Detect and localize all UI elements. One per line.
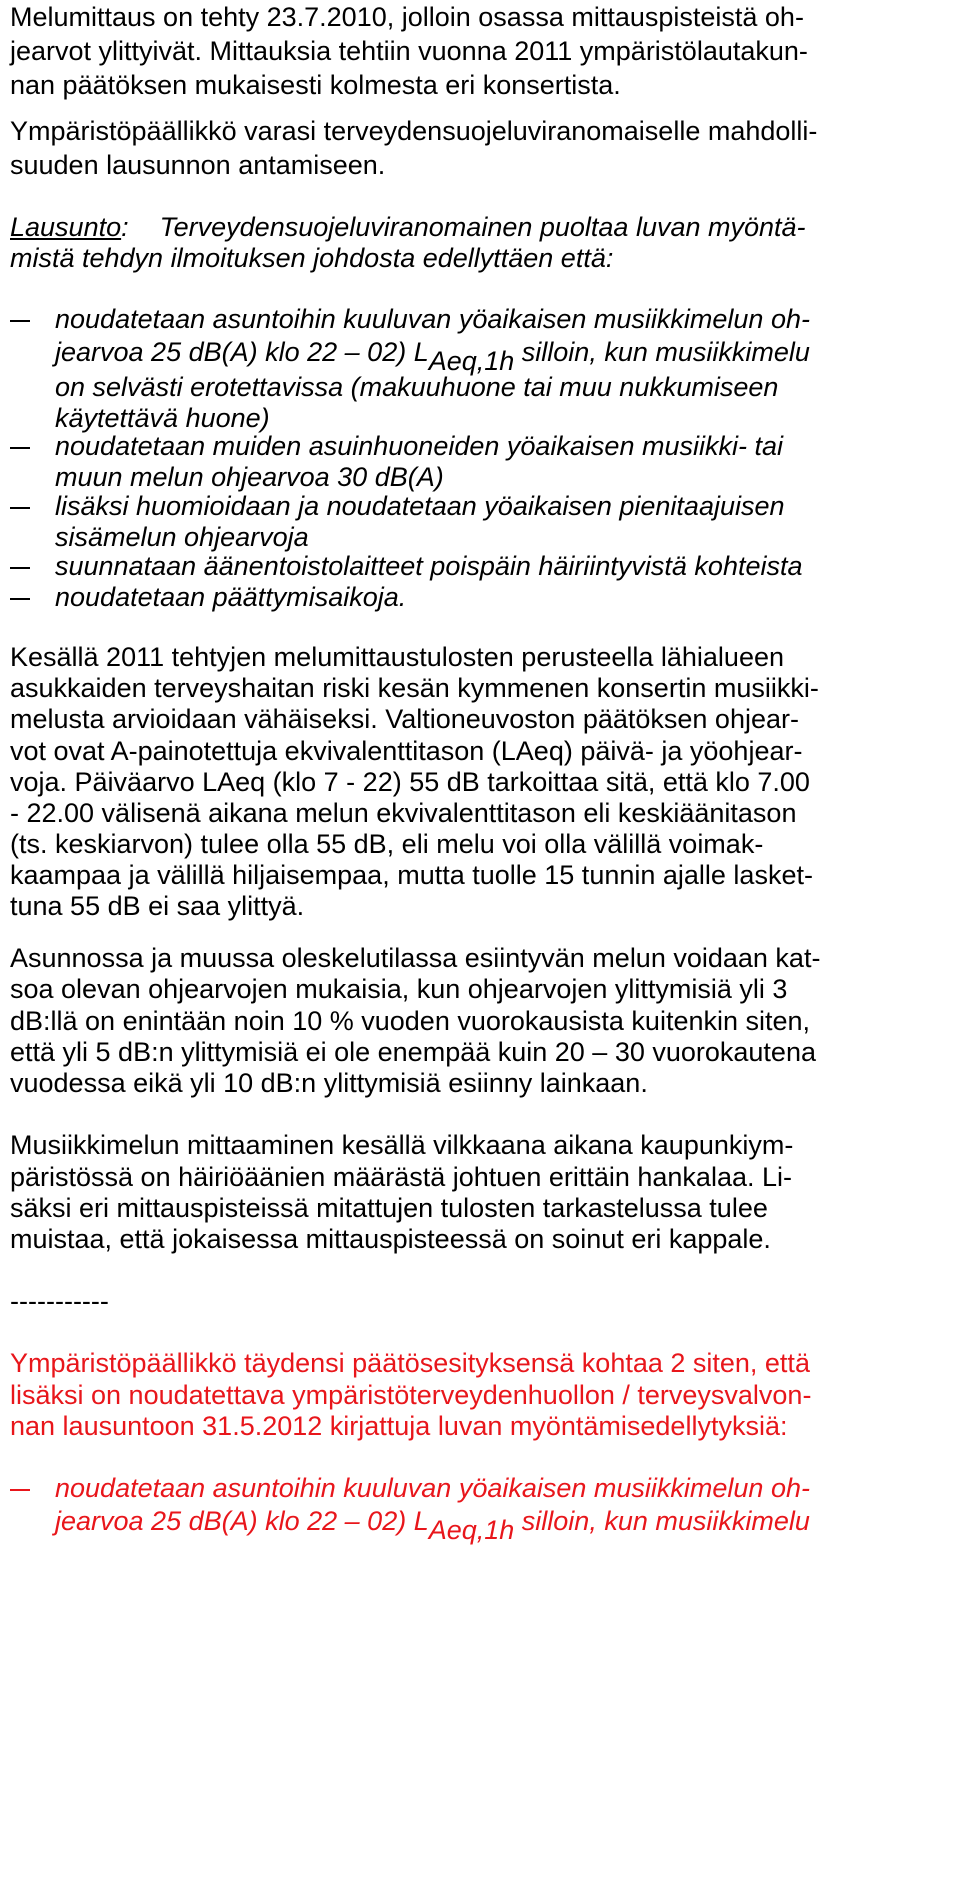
- list-item-line: muun melun ohjearvoa 30 dB(A): [55, 462, 444, 492]
- amendment-line: nan lausuntoon 31.5.2012 kirjattuja luvan myöntämisedellytyksiä:: [10, 1411, 788, 1441]
- amendment-list-line: noudatetaan asuntoihin kuuluvan yöaikaisen musiikkimelun oh-: [55, 1473, 810, 1503]
- list-dash-icon: [10, 598, 30, 600]
- lausunto-label: Lausunto: [10, 212, 122, 242]
- paragraph-line: säksi eri mittauspisteissä mitattujen tulosten tarkastelussa tulee: [10, 1193, 768, 1223]
- paragraph-line: Asunnossa ja muussa oleskelutilassa esiintyvän melun voidaan kat-: [10, 943, 821, 973]
- paragraph-line: tuna 55 dB ei saa ylittyä.: [10, 891, 305, 921]
- paragraph-line: Kesällä 2011 tehtyjen melumittaustulosten perusteella lähialueen: [10, 642, 784, 672]
- list-dash-icon: [10, 1489, 30, 1491]
- paragraph-line: Musiikkimelun mittaaminen kesällä vilkkaana aikana kaupunkiym-: [10, 1130, 794, 1160]
- lausunto-colon: :: [121, 212, 129, 242]
- list-item-line: noudatetaan päättymisaikoja.: [55, 582, 407, 612]
- amendment-line: lisäksi on noudatettava ympäristöterveydenhuollon / terveysvalvon-: [10, 1380, 812, 1410]
- paragraph-line: päristössä on häiriöäänien määrästä johtuen erittäin hankalaa. Li-: [10, 1162, 792, 1192]
- paragraph-line: suuden lausunnon antamiseen.: [10, 150, 386, 180]
- list-item-line: sisämelun ohjearvoja: [55, 522, 309, 552]
- paragraph-line: että yli 5 dB:n ylittymisiä ei ole enempää kuin 20 – 30 vuorokautena: [10, 1037, 816, 1067]
- list-item-line: noudatetaan asuntoihin kuuluvan yöaikaisen musiikkimelun oh-: [55, 304, 810, 334]
- paragraph-line: vot ovat A-painotettuja ekvivalenttitason (LAeq) päivä- ja yöohjear-: [10, 736, 803, 766]
- subscript-text: Aeq,1h: [428, 346, 515, 376]
- paragraph-line: kaampaa ja välillä hiljaisempaa, mutta tuolle 15 tunnin ajalle lasket-: [10, 860, 813, 890]
- paragraph-line: (ts. keskiarvon) tulee olla 55 dB, eli melu voi olla välillä voimak-: [10, 829, 764, 859]
- list-dash-icon: [10, 507, 30, 509]
- item-text: jearvoa 25 dB(A) klo 22 – 02) L: [55, 1506, 429, 1536]
- paragraph-line: nan päätöksen mukaisesti kolmesta eri konsertista.: [10, 70, 621, 100]
- list-item-line: noudatetaan muiden asuinhuoneiden yöaikaisen musiikki- tai: [55, 431, 783, 461]
- paragraph-line: Ympäristöpäällikkö varasi terveydensuojeluviranomaiselle mahdolli-: [10, 116, 818, 146]
- list-item-line: [55, 335, 810, 376]
- item-text: silloin, kun musiikkimelu: [514, 1506, 810, 1536]
- paragraph-line: jearvot ylittyivät. Mittauksia tehtiin vuonna 2011 ympäristölautakun-: [10, 36, 808, 66]
- list-dash-icon: [10, 320, 30, 322]
- list-item-line: on selvästi erotettavissa (makuuhuone tai muu nukkumiseen: [55, 372, 779, 402]
- paragraph-line: dB:llä on enintään noin 10 % vuoden vuorokausista kuitenkin siten,: [10, 1006, 811, 1036]
- separator-text: -----------: [10, 1286, 109, 1316]
- subscript-text: Aeq,1h: [428, 1515, 515, 1545]
- amendment-line: Ympäristöpäällikkö täydensi päätösesityksensä kohtaa 2 siten, että: [10, 1348, 810, 1378]
- paragraph-line: soa olevan ohjearvojen mukaisia, kun ohjearvojen ylittymisiä yli 3: [10, 974, 788, 1004]
- paragraph-line: muistaa, että jokaisessa mittauspisteessä on soinut eri kappale.: [10, 1224, 771, 1254]
- list-item-line: suunnataan äänentoistolaitteet poispäin häiriintyvistä kohteista: [55, 551, 803, 581]
- list-item-line: lisäksi huomioidaan ja noudatetaan yöaikaisen pienitaajuisen: [55, 491, 785, 521]
- paragraph-line: voja. Päiväarvo LAeq (klo 7 - 22) 55 dB tarkoittaa sitä, että klo 7.00: [10, 767, 810, 797]
- list-dash-icon: [10, 567, 30, 569]
- lausunto-line: mistä tehdyn ilmoituksen johdosta edellyttäen että:: [10, 243, 614, 273]
- item-text: jearvoa 25 dB(A) klo 22 – 02) L: [55, 337, 429, 367]
- list-item-line: käytettävä huone): [55, 403, 270, 433]
- paragraph-line: vuodessa eikä yli 10 dB:n ylittymisiä esiinny lainkaan.: [10, 1068, 648, 1098]
- item-text: silloin, kun musiikkimelu: [514, 337, 810, 367]
- list-dash-icon: [10, 447, 30, 449]
- paragraph-line: Melumittaus on tehty 23.7.2010, jolloin osassa mittauspisteistä oh-: [10, 2, 804, 32]
- paragraph-line: - 22.00 välisenä aikana melun ekvivalenttitason eli keskiäänitason: [10, 798, 797, 828]
- paragraph-line: melusta arvioidaan vähäiseksi. Valtioneuvoston päätöksen ohjear-: [10, 704, 799, 734]
- amendment-list-line: [55, 1504, 810, 1545]
- lausunto-line: [10, 210, 806, 244]
- lausunto-text: Terveydensuojeluviranomainen puoltaa luvan myöntä-: [159, 212, 806, 242]
- paragraph-line: asukkaiden terveyshaitan riski kesän kymmenen konsertin musiikki-: [10, 673, 819, 703]
